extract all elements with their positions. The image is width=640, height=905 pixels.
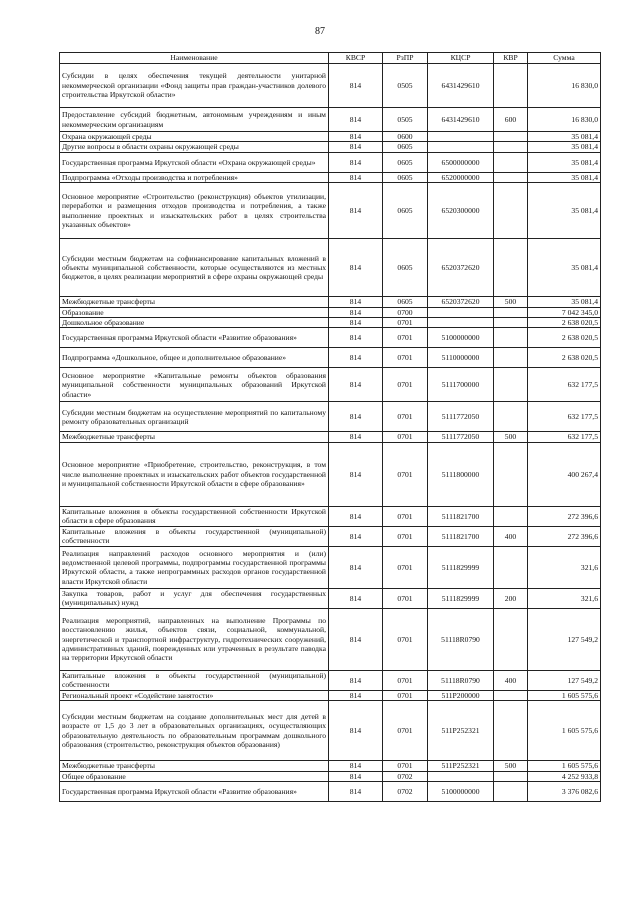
cell-kcsr	[428, 132, 494, 142]
table-row	[60, 526, 601, 546]
cell-sum: 35 081,4	[528, 183, 601, 239]
cell-kvr	[494, 318, 528, 328]
cell-name: Закупка товаров, работ и услуг для обеспечения государственных (муниципальных) нужд	[60, 588, 329, 608]
cell-kvsr: 814	[329, 108, 383, 132]
cell-rzpr: 0701	[383, 526, 428, 546]
cell-rzpr: 0701	[383, 670, 428, 690]
cell-rzpr: 0701	[383, 506, 428, 526]
cell-kvsr: 814	[329, 701, 383, 761]
cell-kcsr: 5100000000	[428, 328, 494, 348]
cell-sum: 632 177,5	[528, 432, 601, 442]
cell-rzpr: 0605	[383, 239, 428, 297]
table-row	[60, 239, 601, 297]
cell-kvsr: 814	[329, 348, 383, 368]
cell-kcsr: 511P252321	[428, 701, 494, 761]
cell-kvr	[494, 64, 528, 108]
cell-sum: 127 549,2	[528, 608, 601, 670]
header-name: Наименование	[60, 53, 329, 64]
table-row	[60, 142, 601, 152]
cell-kvsr: 814	[329, 442, 383, 506]
table-row	[60, 782, 601, 802]
cell-kcsr: 51118R0790	[428, 608, 494, 670]
cell-kvsr: 814	[329, 368, 383, 402]
cell-kvsr: 814	[329, 239, 383, 297]
cell-rzpr: 0702	[383, 771, 428, 781]
cell-kcsr	[428, 318, 494, 328]
cell-name: Образование	[60, 307, 329, 317]
cell-kcsr: 6431429610	[428, 64, 494, 108]
cell-rzpr: 0701	[383, 348, 428, 368]
table-row	[60, 108, 601, 132]
cell-kcsr: 6520372620	[428, 297, 494, 307]
table-row	[60, 318, 601, 328]
cell-kvr	[494, 402, 528, 432]
cell-name: Основное мероприятие «Капитальные ремонты объектов образования муниципальной собственности муниципальных образований Иркутской области»	[60, 368, 329, 402]
table-row	[60, 402, 601, 432]
page-number: 87	[315, 26, 325, 37]
cell-rzpr: 0605	[383, 183, 428, 239]
table-row	[60, 307, 601, 317]
cell-kvr	[494, 771, 528, 781]
cell-rzpr: 0702	[383, 782, 428, 802]
header-kvsr: КВСР	[329, 53, 383, 64]
cell-name: Основное мероприятие «Строительство (реконструкция) объектов утилизации, переработки и размещения отходов производства и потребления, а также выполнение проектных и изыскательских работ в целях строительства указанных объектов»	[60, 183, 329, 239]
cell-sum: 1 605 575,6	[528, 701, 601, 761]
cell-rzpr: 0600	[383, 132, 428, 142]
cell-kvsr: 814	[329, 782, 383, 802]
cell-rzpr: 0701	[383, 368, 428, 402]
cell-sum: 321,6	[528, 546, 601, 588]
cell-kvr: 600	[494, 108, 528, 132]
cell-kcsr: 51118R0790	[428, 670, 494, 690]
header-kvr: КВР	[494, 53, 528, 64]
cell-kcsr: 5111829999	[428, 588, 494, 608]
table-row	[60, 348, 601, 368]
cell-rzpr: 0701	[383, 318, 428, 328]
cell-sum: 35 081,4	[528, 172, 601, 182]
cell-name: Государственная программа Иркутской области «Охрана окружающей среды»	[60, 152, 329, 172]
cell-kvsr: 814	[329, 588, 383, 608]
table-body	[60, 64, 601, 802]
table-row	[60, 328, 601, 348]
cell-rzpr: 0605	[383, 142, 428, 152]
cell-rzpr: 0700	[383, 307, 428, 317]
cell-kvsr: 814	[329, 307, 383, 317]
cell-kvr	[494, 782, 528, 802]
cell-kcsr: 5111700000	[428, 368, 494, 402]
cell-kcsr: 511P252321	[428, 761, 494, 771]
table-row	[60, 546, 601, 588]
cell-kvr	[494, 328, 528, 348]
cell-name: Государственная программа Иркутской области «Развитие образования»	[60, 328, 329, 348]
cell-name: Государственная программа Иркутской области «Развитие образования»	[60, 782, 329, 802]
cell-name: Основное мероприятие «Приобретение, строительство, реконструкция, в том числе выполнение проектных и изыскательских работ объектов государственной и муниципальной собственности Иркутской области в сфере образования»	[60, 442, 329, 506]
cell-kvr: 200	[494, 588, 528, 608]
cell-name: Капитальные вложения в объекты государственной (муниципальной) собственности	[60, 526, 329, 546]
cell-sum: 1 605 575,6	[528, 690, 601, 700]
cell-kvr	[494, 368, 528, 402]
cell-kcsr: 5111772050	[428, 432, 494, 442]
cell-rzpr: 0505	[383, 64, 428, 108]
cell-kvr	[494, 690, 528, 700]
cell-rzpr: 0701	[383, 608, 428, 670]
cell-rzpr: 0605	[383, 297, 428, 307]
cell-kvsr: 814	[329, 152, 383, 172]
cell-sum: 35 081,4	[528, 142, 601, 152]
cell-name: Субсидии местным бюджетам на осуществление мероприятий по капитальному ремонту образовательных организаций	[60, 402, 329, 432]
cell-sum: 3 376 082,6	[528, 782, 601, 802]
header-rzpr: РзПР	[383, 53, 428, 64]
cell-kcsr: 5111829999	[428, 546, 494, 588]
cell-rzpr: 0605	[383, 152, 428, 172]
cell-kvsr: 814	[329, 297, 383, 307]
cell-kvr	[494, 506, 528, 526]
cell-kvsr: 814	[329, 432, 383, 442]
cell-kcsr	[428, 307, 494, 317]
cell-kvr	[494, 132, 528, 142]
cell-kvr	[494, 442, 528, 506]
table-row	[60, 152, 601, 172]
table-row	[60, 432, 601, 442]
cell-kvr: 400	[494, 670, 528, 690]
cell-sum: 35 081,4	[528, 152, 601, 172]
cell-rzpr: 0701	[383, 690, 428, 700]
table-row	[60, 506, 601, 526]
cell-rzpr: 0701	[383, 432, 428, 442]
cell-kcsr: 5111800000	[428, 442, 494, 506]
cell-kvr	[494, 348, 528, 368]
cell-name: Субсидии в целях обеспечения текущей деятельности унитарной некоммерческой организации «Фонд защиты прав граждан-участников долевого строительства Иркутской области»	[60, 64, 329, 108]
cell-sum: 272 396,6	[528, 506, 601, 526]
cell-name: Субсидии местным бюджетам на софинансирование капитальных вложений в объекты муниципальной собственности, которые осуществляются из местных бюджетов, в целях реализации мероприятий в сфере охраны окружающей среды	[60, 239, 329, 297]
cell-name: Общее образование	[60, 771, 329, 781]
cell-sum: 16 830,0	[528, 108, 601, 132]
cell-kvsr: 814	[329, 761, 383, 771]
cell-kcsr: 5100000000	[428, 782, 494, 802]
cell-sum: 272 396,6	[528, 526, 601, 546]
cell-sum: 321,6	[528, 588, 601, 608]
cell-kvsr: 814	[329, 328, 383, 348]
cell-sum: 127 549,2	[528, 670, 601, 690]
cell-name: Субсидии местным бюджетам на создание дополнительных мест для детей в возрасте от 1,5 до 3 лет в образовательных организациях, осуществляющих образовательную деятельность по образовательным программам дошкольного образования (строительство, реконструкция объектов образования)	[60, 701, 329, 761]
cell-name: Межбюджетные трансферты	[60, 761, 329, 771]
cell-kcsr: 6520372620	[428, 239, 494, 297]
table-row	[60, 701, 601, 761]
cell-kcsr	[428, 771, 494, 781]
table-row	[60, 608, 601, 670]
cell-name: Региональный проект «Содействие занятости»	[60, 690, 329, 700]
cell-kvsr: 814	[329, 132, 383, 142]
cell-sum: 1 605 575,6	[528, 761, 601, 771]
cell-kvsr: 814	[329, 64, 383, 108]
cell-kcsr: 5111772050	[428, 402, 494, 432]
cell-rzpr: 0701	[383, 761, 428, 771]
cell-name: Другие вопросы в области охраны окружающей среды	[60, 142, 329, 152]
cell-sum: 2 638 020,5	[528, 318, 601, 328]
cell-sum: 632 177,5	[528, 402, 601, 432]
cell-rzpr: 0701	[383, 546, 428, 588]
cell-kvsr: 814	[329, 526, 383, 546]
cell-sum: 4 252 933,8	[528, 771, 601, 781]
cell-name: Капитальные вложения в объекты государственной (муниципальной) собственности	[60, 670, 329, 690]
cell-kvr	[494, 608, 528, 670]
cell-sum: 35 081,4	[528, 297, 601, 307]
table-row	[60, 771, 601, 781]
cell-kvr	[494, 239, 528, 297]
table-row	[60, 368, 601, 402]
cell-name: Межбюджетные трансферты	[60, 297, 329, 307]
table-row	[60, 761, 601, 771]
cell-rzpr: 0605	[383, 172, 428, 182]
cell-sum: 2 638 020,5	[528, 348, 601, 368]
cell-kvr	[494, 172, 528, 182]
table-row	[60, 64, 601, 108]
cell-rzpr: 0701	[383, 442, 428, 506]
cell-sum: 16 830,0	[528, 64, 601, 108]
cell-sum: 400 267,4	[528, 442, 601, 506]
table-row	[60, 442, 601, 506]
cell-kcsr: 5111821700	[428, 526, 494, 546]
cell-kcsr: 6520300000	[428, 183, 494, 239]
cell-name: Межбюджетные трансферты	[60, 432, 329, 442]
header-sum: Сумма	[528, 53, 601, 64]
cell-kcsr: 5110000000	[428, 348, 494, 368]
cell-kvsr: 814	[329, 142, 383, 152]
cell-kvr	[494, 183, 528, 239]
cell-name: Реализация направлений расходов основного мероприятия и (или) ведомственной целевой программы, подпрограммы государственной программы Иркутской области, а также непрограммных расходов органов государственной власти Иркутской области	[60, 546, 329, 588]
cell-kvsr: 814	[329, 506, 383, 526]
cell-kvsr: 814	[329, 690, 383, 700]
table-row	[60, 690, 601, 700]
cell-name: Реализация мероприятий, направленных на выполнение Программы по восстановлению жилья, объектов связи, социальной, коммунальной, энергетической и транспортной инфраструктур, гидротехнических сооружений, административных зданий, поврежденных или утраченных в результате паводка на территории Иркутской области	[60, 608, 329, 670]
cell-kvr	[494, 307, 528, 317]
cell-kcsr	[428, 142, 494, 152]
cell-kcsr: 6520000000	[428, 172, 494, 182]
cell-kvsr: 814	[329, 318, 383, 328]
table-row	[60, 172, 601, 182]
budget-table	[59, 52, 601, 802]
cell-kvsr: 814	[329, 172, 383, 182]
cell-rzpr: 0701	[383, 402, 428, 432]
cell-name: Подпрограмма «Отходы производства и потребления»	[60, 172, 329, 182]
cell-name: Подпрограмма «Дошкольное, общее и дополнительное образование»	[60, 348, 329, 368]
cell-kvr: 400	[494, 526, 528, 546]
cell-name: Предоставление субсидий бюджетным, автономным учреждениям и иным некоммерческим организациям	[60, 108, 329, 132]
cell-sum: 35 081,4	[528, 132, 601, 142]
cell-kcsr: 511P200000	[428, 690, 494, 700]
cell-sum: 632 177,5	[528, 368, 601, 402]
cell-rzpr: 0701	[383, 588, 428, 608]
cell-sum: 35 081,4	[528, 239, 601, 297]
cell-name: Дошкольное образование	[60, 318, 329, 328]
table-row	[60, 183, 601, 239]
cell-name: Капитальные вложения в объекты государственной собственности Иркутской области в сфере образования	[60, 506, 329, 526]
header-kcsr: КЦСР	[428, 53, 494, 64]
table-row	[60, 297, 601, 307]
cell-kvr	[494, 546, 528, 588]
table-header-row	[60, 53, 601, 64]
cell-kvsr: 814	[329, 546, 383, 588]
cell-kvr: 500	[494, 432, 528, 442]
cell-rzpr: 0701	[383, 701, 428, 761]
cell-kvr	[494, 142, 528, 152]
cell-kvr: 500	[494, 297, 528, 307]
cell-kvr: 500	[494, 761, 528, 771]
cell-sum: 7 042 345,0	[528, 307, 601, 317]
cell-kvr	[494, 701, 528, 761]
table-row	[60, 132, 601, 142]
cell-kcsr: 5111821700	[428, 506, 494, 526]
cell-kvsr: 814	[329, 402, 383, 432]
cell-kvsr: 814	[329, 183, 383, 239]
cell-kvsr: 814	[329, 771, 383, 781]
cell-rzpr: 0505	[383, 108, 428, 132]
table-row	[60, 588, 601, 608]
table-row	[60, 670, 601, 690]
cell-kcsr: 6431429610	[428, 108, 494, 132]
cell-kvr	[494, 152, 528, 172]
cell-name: Охрана окружающей среды	[60, 132, 329, 142]
cell-kcsr: 6500000000	[428, 152, 494, 172]
cell-sum: 2 638 020,5	[528, 328, 601, 348]
cell-kvsr: 814	[329, 670, 383, 690]
cell-rzpr: 0701	[383, 328, 428, 348]
cell-kvsr: 814	[329, 608, 383, 670]
